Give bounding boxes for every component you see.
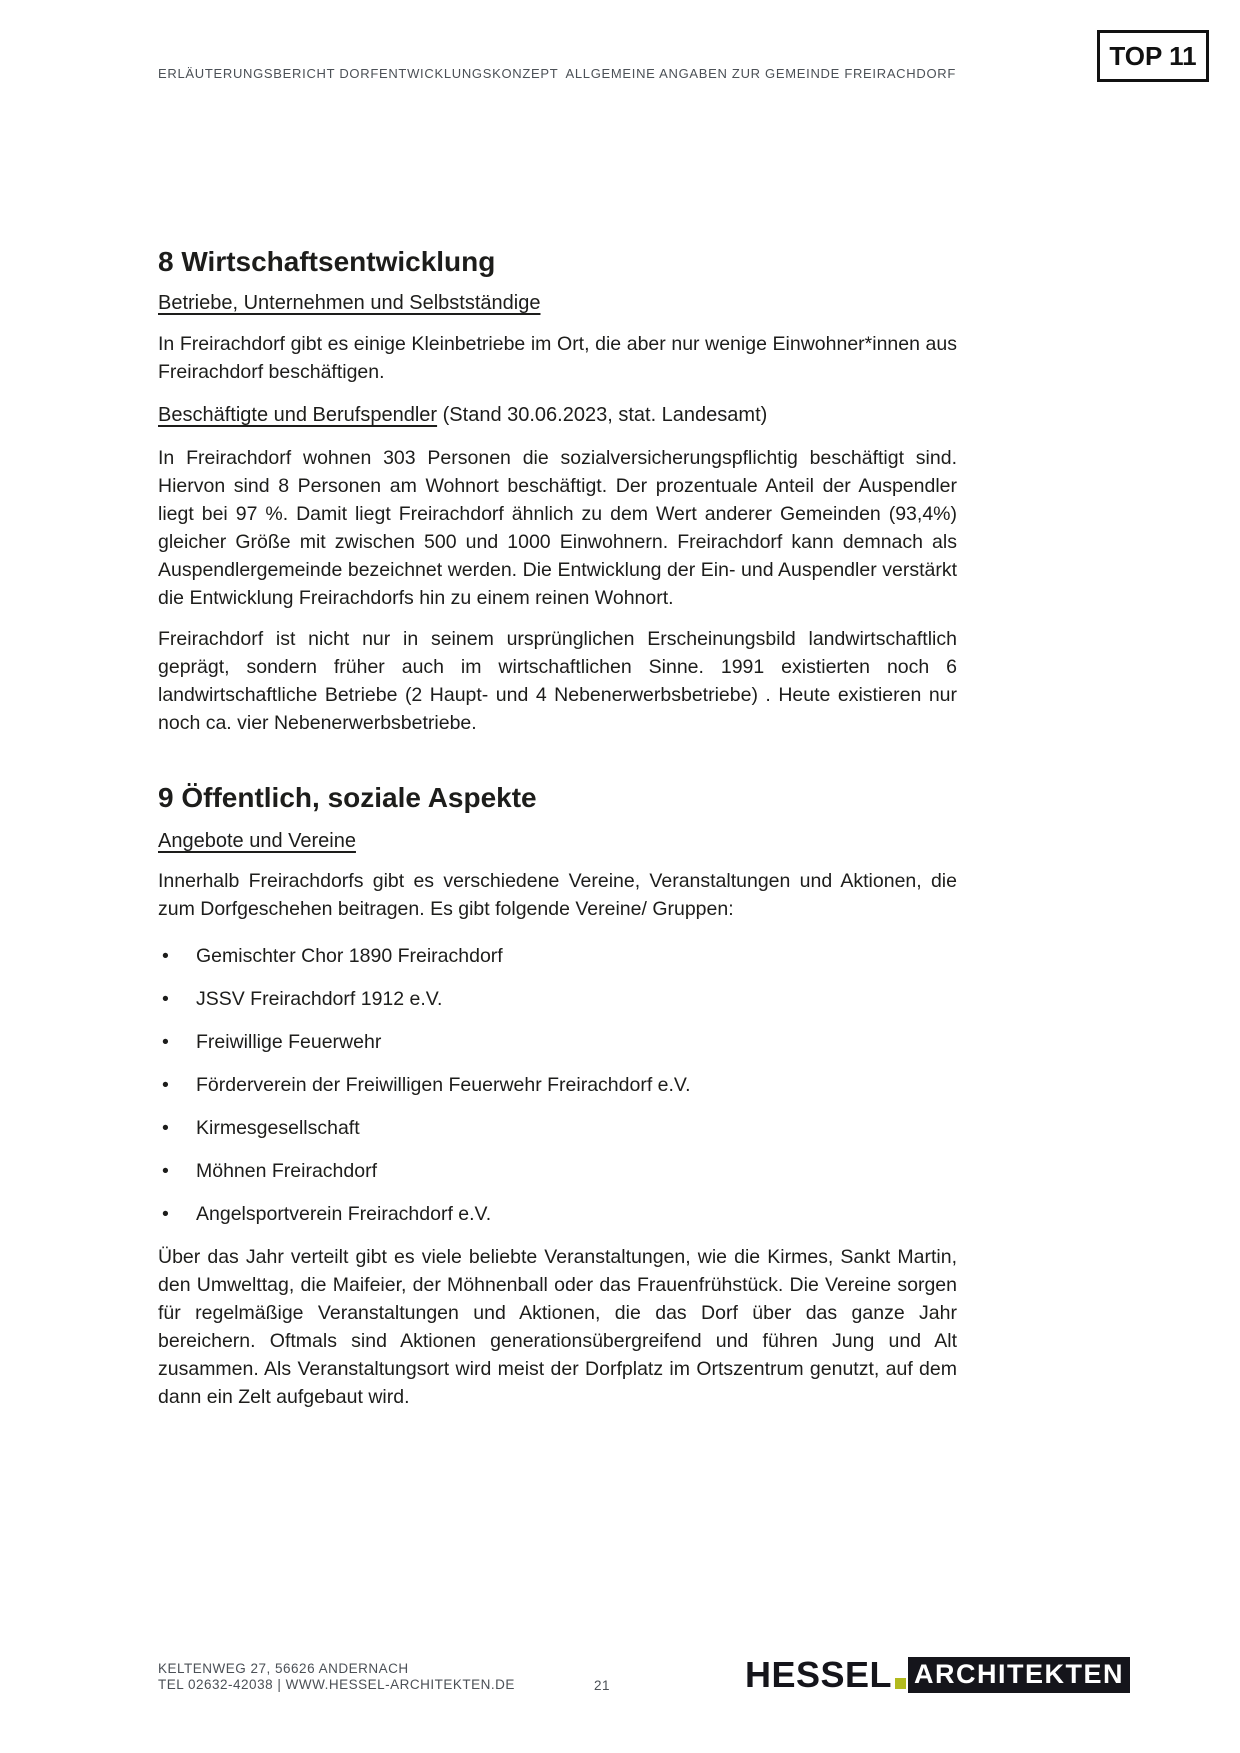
subhead-angebote-text: Angebote und Vereine [158, 830, 356, 852]
subhead-angebote [158, 828, 957, 854]
section-9-title: 9 Öffentlich, soziale Aspekte [158, 782, 537, 813]
list-item: • Angelsportverein Freirachdorf e.V. [158, 1200, 957, 1228]
header-chapter-title: ALLGEMEINE ANGABEN ZUR GEMEINDE FREIRACHDORF [565, 66, 956, 81]
list-item: • Freiwillige Feuerwehr [158, 1028, 957, 1056]
list-item: • Förderverein der Freiwilligen Feuerwehr Freirachdorf e.V. [158, 1071, 957, 1099]
subhead-betriebe [158, 290, 957, 316]
logo-word-hessel: HESSEL [745, 1654, 893, 1695]
paragraph-landwirtschaft: Freirachdorf ist nicht nur in seinem ursprünglichen Erscheinungsbild landwirtschaftlich geprägt, sondern früher auch im wirtschaftlichen Sinne. 1991 existierten noch 6 landwirtschaftliche Betriebe (2 Haupt- und 4 Nebenerwerbsbetriebe) . Heute existieren nur noch ca. vier Nebenerwerbsbetriebe. [158, 628, 957, 734]
paragraph-vereine-intro: Innerhalb Freirachdorfs gibt es verschiedene Vereine, Veranstaltungen und Aktionen, die zum Dorfgeschehen beitragen. Es gibt folgende Vereine/ Gruppen: [158, 870, 957, 920]
subhead-beschaeftigte-underlined: Beschäftigte und Berufspendler [158, 404, 438, 426]
paragraph-veranstaltungen: Über das Jahr verteilt gibt es viele beliebte Veranstaltungen, wie die Kirmes, Sankt Martin, den Umwelttag, die Maifeier, der Möhnenball oder das Frauenfrühstück. Die Vereine sorgen für regelmäßige Veranstaltungen und Aktionen, die das Dorf über das ganze Jahr bereichern. Oftmals sind Aktionen generationsübergreifend und führen Jung und Alt zusammen. Als Veranstaltungsort wird meist der Dorfplatz im Ortszentrum genutzt, auf dem dann ein Zelt aufgebaut wird. [158, 1246, 957, 1408]
footer-address-line1: KELTENWEG 27, 56626 ANDERNACH [158, 1661, 409, 1676]
content-column [158, 0, 957, 1411]
header-report-title: ERLÄUTERUNGSBERICHT DORFENTWICKLUNGSKONZEPT [158, 66, 559, 81]
list-item: • Kirmesgesellschaft [158, 1114, 957, 1142]
logo-word-architekten: ARCHITEKTEN [908, 1657, 1130, 1693]
list-item: • Gemischter Chor 1890 Freirachdorf [158, 942, 957, 970]
vereine-list [158, 942, 957, 1228]
top-11-badge-label: TOP 11 [1109, 40, 1197, 71]
section-8-title: 8 Wirtschaftsentwicklung [158, 246, 496, 277]
paragraph-pendler: In Freirachdorf wohnen 303 Personen die sozialversicherungspflichtig beschäftigt sind. Hiervon sind 8 Personen am Wohnort beschäftigt. Der prozentuale Anteil der Auspendler liegt bei 97 %. Damit liegt Freirachdorf ähnlich zu dem Wert anderer Gemeinden (93,4%) gleicher Größe mit zwischen 500 und 1000 Einwohnern. Freirachdorf kann demnach als Auspendlergemeinde bezeichnet werden. Die Entwicklung der Ein- und Auspendler verstärkt die Entwicklung Freirachdorfs hin zu einem reinen Wohnort. [158, 447, 957, 609]
subhead-betriebe-text: Betriebe, Unternehmen und Selbstständige [158, 292, 541, 314]
hessel-architekten-logo [745, 1656, 1130, 1694]
page-number: 21 [594, 1678, 611, 1693]
logo-green-square-icon [895, 1678, 906, 1689]
footer-address-line2: TEL 02632-42038 | WWW.HESSEL-ARCHITEKTEN.DE [158, 1677, 515, 1692]
subhead-beschaeftigte [158, 402, 957, 428]
list-item: • JSSV Freirachdorf 1912 e.V. [158, 985, 957, 1013]
subhead-beschaeftigte-rest: (Stand 30.06.2023, stat. Landesamt) [437, 404, 768, 426]
paragraph-kleinbetriebe: In Freirachdorf gibt es einige Kleinbetriebe im Ort, die aber nur wenige Einwohner*innen aus Freirachdorf beschäftigen. [158, 333, 957, 383]
footer-address [158, 1661, 515, 1693]
list-item: • Möhnen Freirachdorf [158, 1157, 957, 1185]
top-11-badge [1097, 30, 1209, 82]
